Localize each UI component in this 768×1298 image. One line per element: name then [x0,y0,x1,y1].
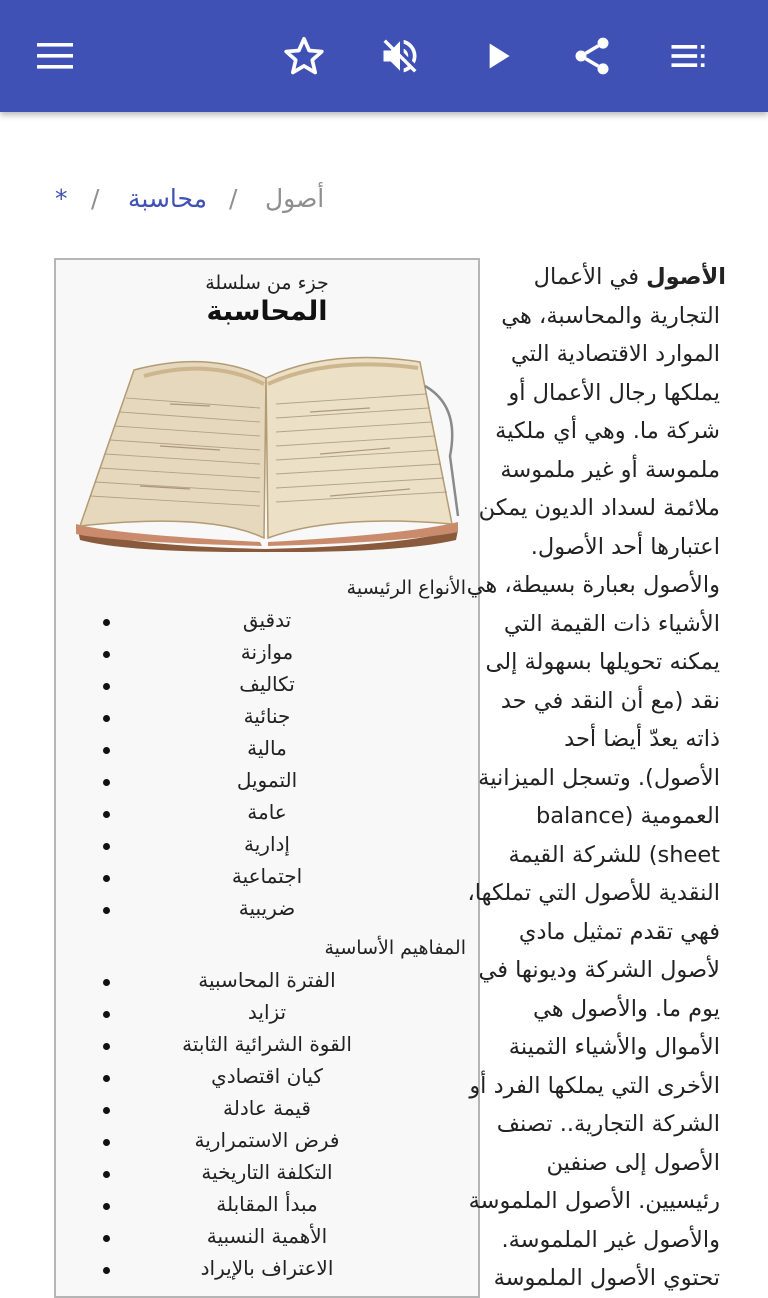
list-item[interactable] [56,998,478,1030]
bullet [103,779,110,786]
article-line: النقدية للأصول التي تملكها، [467,880,720,906]
bullet [103,1171,110,1178]
menu-icon [36,41,76,71]
list-item-label: التكلفة التاريخية [201,1160,333,1184]
bullet [103,1043,110,1050]
article-line: الأشياء ذات القيمة التي [503,610,720,637]
list-item-label: إدارية [244,832,290,856]
accounting-series-infobox [54,258,480,1298]
list-item-label: تدقيق [242,608,292,632]
list-item-label: تزايد [247,1000,287,1024]
list-item[interactable] [56,966,478,998]
article-line: التجارية والمحاسبة، هي [501,302,720,329]
article-line: شركة ما. وهي أي ملكية [495,418,720,444]
article-line: الأصول). وتسجل الميزانية [478,764,720,791]
breadcrumb-separator: / [229,184,238,213]
bullet [103,907,110,914]
list-item-label: مالية [247,736,287,760]
list-item[interactable] [56,798,478,830]
bullet [103,1139,110,1146]
breadcrumb-current: أصول [265,184,325,213]
article-body [466,258,754,1298]
list-item[interactable] [56,766,478,798]
share-icon [570,34,614,78]
concepts-heading: المفاهيم الأساسية [324,937,466,959]
article-line: الموارد الاقتصادية التي [510,341,720,367]
article-line: لأصول الشركة وديونها في [478,957,720,983]
bullet [103,1011,110,1018]
bullet [103,875,110,882]
bullet [103,843,110,850]
series-label: جزء من سلسلة [205,272,329,294]
ledger-book-image [70,346,462,552]
list-item-label: عامة [247,800,287,824]
article-line: يمكنه تحويلها بسهولة إلى [485,649,720,675]
article-line [484,258,726,297]
article-line: نقد (مع أن النقد في حد [500,687,720,714]
bullet [103,683,110,690]
article-line: تحتوي الأصول الملموسة [493,1265,720,1291]
article-line: الأصول إلى صنفين [546,1149,720,1176]
breadcrumb-link-root[interactable]: * [55,184,68,213]
list-item[interactable] [56,638,478,670]
list-item-label: الاعتراف بالإيراد [200,1256,334,1280]
list-item-label: قيمة عادلة [223,1096,311,1120]
list-item[interactable] [56,1126,478,1158]
article-line: ملائمة لسداد الديون يمكن [478,495,720,521]
favorite-button[interactable] [268,20,340,92]
article-line: والأصول غير الملموسة. [501,1226,720,1253]
share-button[interactable] [556,20,628,92]
list-item-label: اجتماعية [231,864,303,888]
list-item-label: ضريبية [238,896,296,920]
app-bar [0,0,768,112]
list-item[interactable] [56,1062,478,1094]
article-line: sheet) للشركة القيمة [508,841,720,868]
breadcrumb-link-accounting[interactable]: محاسبة [128,184,208,213]
bullet [103,1075,110,1082]
article-line: ملموسة أو غير ملموسة [500,456,720,483]
list-item[interactable] [56,1254,478,1286]
list-item-label: تكاليف [239,672,295,696]
list-item[interactable] [56,606,478,638]
article-line: اعتبارها أحد الأصول. [530,533,720,560]
bullet [103,619,110,626]
star-icon [282,34,326,78]
bullet [103,979,110,986]
series-title[interactable] [56,296,478,327]
playlist-icon [666,34,710,78]
list-item-label: مبدأ المقابلة [216,1192,318,1216]
bullet [103,1235,110,1242]
bullet [103,747,110,754]
list-item[interactable] [56,1190,478,1222]
mute-button[interactable] [364,20,436,92]
bullet [103,1107,110,1114]
list-item-label: الفترة المحاسبية [198,968,336,992]
article-line: ذاته يعدّ أيضا أحد [564,726,720,752]
play-icon [478,36,518,76]
list-item[interactable] [56,1222,478,1254]
article-line: يوم ما. والأصول هي [533,995,720,1022]
list-item[interactable] [56,734,478,766]
list-item-label: موازنة [240,640,294,664]
article-line: يملكها رجال الأعمال أو [508,379,720,406]
play-button[interactable] [462,20,534,92]
list-item[interactable] [56,1094,478,1126]
article-line-text: في الأعمال [533,264,647,290]
article-line: والأصول بعبارة بسيطة، هي [466,572,720,598]
bullet [103,651,110,658]
list-item-label: فرض الاستمرارية [194,1128,340,1152]
article-line: الأخرى التي يملكها الفرد أو [469,1072,720,1099]
article-line: الشركة التجارية.. تصنف [496,1111,720,1137]
list-item-label: الأهمية النسبية [206,1224,328,1248]
list-item[interactable] [56,894,478,926]
list-item[interactable] [56,1030,478,1062]
list-item[interactable] [56,830,478,862]
article-line: فهي تقدم تمثيل مادي [518,918,720,945]
article-line: رئيسيين. الأصول الملموسة [468,1188,720,1214]
menu-button[interactable] [20,20,92,92]
series-title-text: المحاسبة [206,296,328,327]
bullet [103,1203,110,1210]
bullet [103,715,110,722]
list-item[interactable] [56,862,478,894]
article-line: الأموال والأشياء الثمينة [508,1034,720,1060]
article-term: الأصول [646,264,726,290]
list-item[interactable] [56,1158,478,1190]
playlist-button[interactable] [652,20,724,92]
list-item[interactable] [56,702,478,734]
list-item-label: التمويل [236,768,298,792]
bullet [103,1267,110,1274]
list-item-label: جنائية [243,704,291,728]
breadcrumb-separator: / [91,184,100,213]
list-item[interactable] [56,670,478,702]
list-item-label: كيان اقتصادي [211,1064,323,1088]
volume-off-icon [378,34,422,78]
list-item-label: القوة الشرائية الثابتة [182,1032,352,1056]
article-line: العمومية (balance [535,803,720,829]
breadcrumb [0,178,768,222]
bullet [103,811,110,818]
main-types-heading: الأنواع الرئيسية [346,577,466,599]
